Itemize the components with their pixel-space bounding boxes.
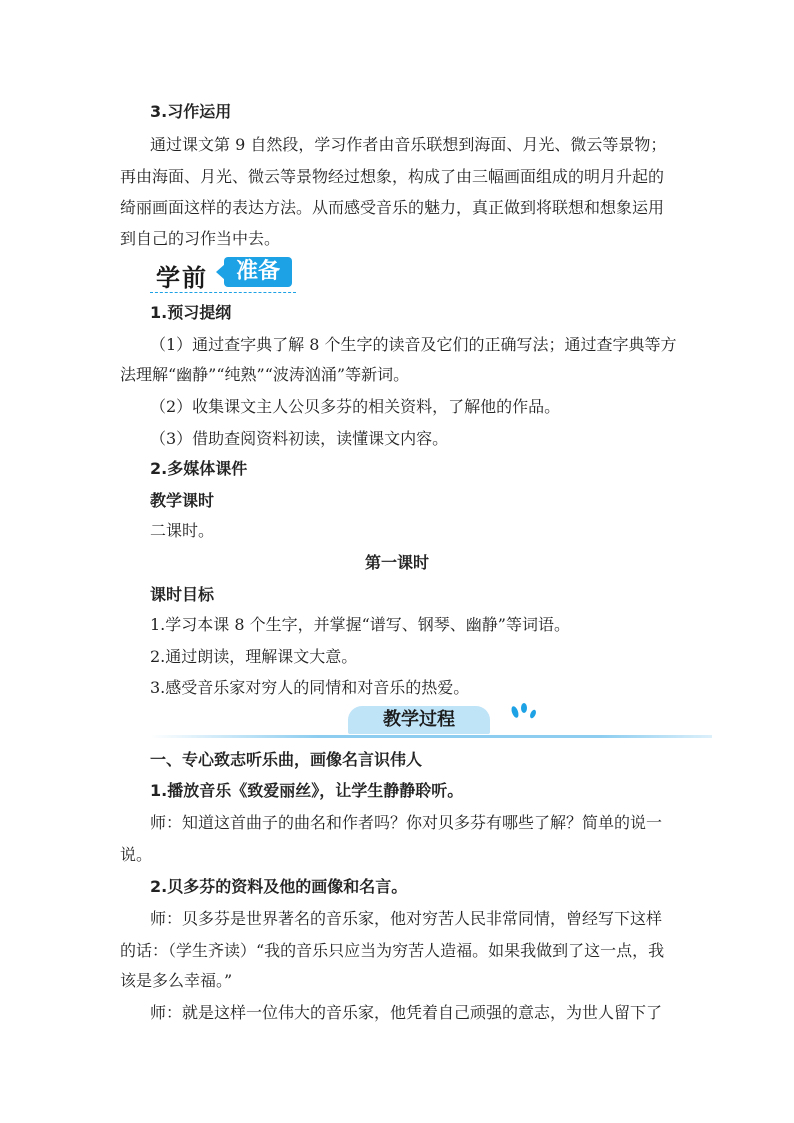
section3-heading: 3.习作运用 — [150, 102, 232, 121]
step-heading: 1.播放音乐《致爱丽丝》，让学生静静聆听。 — [150, 781, 464, 800]
goal-item: 1.学习本课 8 个生字，并掌握“谱写、钢琴、幽静”等词语。 — [150, 615, 570, 634]
paragraph-line: 再由海面、月光、微云等景物经过想象，构成了由三幅画面组成的明月升起的 — [120, 167, 665, 186]
step-heading: 2.贝多芬的资料及他的画像和名言。 — [150, 877, 408, 896]
prep-banner-right: 准备 — [224, 257, 292, 287]
paragraph-line: 绮丽画面这样的表达方法。从而感受音乐的魅力，真正做到将联想和想象运用 — [120, 198, 665, 217]
paragraph-line: 师：就是这样一位伟大的音乐家，他凭着自己顽强的意志，为世人留下了 — [150, 1003, 663, 1022]
prep-heading: 2.多媒体课件 — [150, 459, 248, 478]
goals-heading: 课时目标 — [150, 585, 215, 604]
water-drops-icon — [508, 700, 538, 724]
lesson-title: 第一课时 — [364, 553, 429, 572]
paragraph-line: 说。 — [120, 845, 153, 864]
paragraph-line: 的话：（学生齐读）“我的音乐只应当为穷苦人造福。如果我做到了这一点，我 — [120, 941, 665, 960]
paragraph-line: 法理解“幽静”“纯熟”“波涛汹涌”等新词。 — [120, 365, 410, 384]
paragraph-line: 师：知道这首曲子的曲名和作者吗？你对贝多芬有哪些了解？简单的说一 — [150, 813, 663, 832]
paragraph-line: 二课时。 — [150, 521, 215, 540]
paragraph-line: 该是多么幸福。” — [120, 971, 233, 990]
paragraph-line: 到自己的习作当中去。 — [120, 229, 281, 248]
banner-divider — [150, 735, 712, 738]
process-heading: 一、专心致志听乐曲，画像名言识伟人 — [150, 750, 423, 769]
section-heading: 教学课时 — [150, 491, 215, 510]
paragraph-line: 师：贝多芬是世界著名的音乐家，他对穷苦人民非常同情，曾经写下这样 — [150, 909, 663, 928]
prep-heading: 1.预习提纲 — [150, 303, 232, 322]
paragraph-line: （3）借助查阅资料初读，读懂课文内容。 — [150, 429, 449, 448]
process-banner — [150, 700, 712, 740]
goal-item: 2.通过朗读，理解课文大意。 — [150, 647, 358, 666]
prep-banner-left: 学前 — [156, 264, 208, 292]
prep-banner — [150, 254, 296, 294]
paragraph-line: 通过课文第 9 自然段，学习作者由音乐联想到海面、月光、微云等景物； — [150, 135, 667, 154]
process-banner-title: 教学过程 — [348, 706, 490, 734]
paragraph-line: （1）通过查字典了解 8 个生字的读音及它们的正确写法；通过查字典等方 — [150, 335, 677, 354]
banner-divider — [150, 292, 296, 293]
goal-item: 3.感受音乐家对穷人的同情和对音乐的热爱。 — [150, 678, 470, 697]
paragraph-line: （2）收集课文主人公贝多芬的相关资料，了解他的作品。 — [150, 397, 561, 416]
